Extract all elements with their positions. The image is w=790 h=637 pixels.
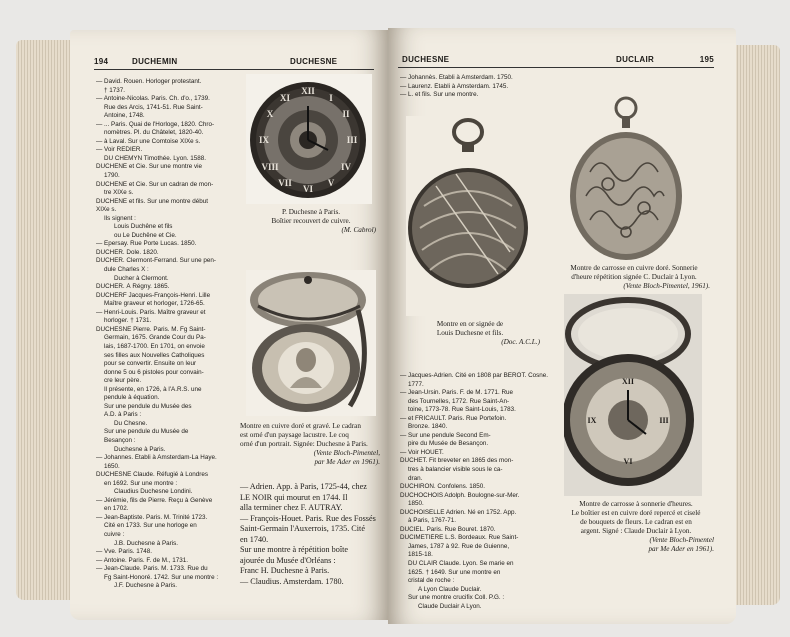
caption-line: (Doc. A.C.L.): [501, 338, 540, 346]
open-watch-portrait-photo: [246, 270, 376, 416]
text-line: DU CHEMYN Timothée. Lyon. 1588.: [104, 154, 206, 162]
text-line: Louis Duchêne et fils: [114, 223, 173, 231]
text-line: cuivre :: [104, 530, 125, 538]
text-line: — Voir REDIER.: [96, 146, 143, 154]
clock-dial-photo: [246, 74, 372, 204]
svg-text:VII: VII: [278, 178, 292, 188]
text-line: Sur une pendule du Musée de: [104, 428, 189, 436]
text-line: lais, 1687-1700. En 1701, on envoie: [104, 342, 205, 350]
text-line: — Jean-Claude. Paris. M. 1733. Rue du: [96, 565, 208, 573]
caption-line: (M. Cabrol): [341, 226, 376, 234]
text-line: DU CLAIR Claude. Lyon. Se marie en: [408, 560, 514, 568]
text-line: — ... Paris. Quai de l'Horloge, 1820. Chro-: [96, 120, 215, 128]
right-top-entries: [400, 74, 548, 100]
text-line: DUCHESNE Claude. Réfugié à Londres: [96, 471, 209, 479]
text-line: Maître graveur et horloger, 1726-65.: [104, 300, 205, 308]
text-line: 1815-18.: [408, 551, 433, 559]
text-line: des Tournelles, 1772. Rue Saint-An-: [408, 397, 510, 405]
text-line: 1790.: [104, 172, 120, 180]
text-line: horloger. † 1731.: [104, 317, 152, 325]
text-line: ou Le Duchêne et Cie.: [114, 231, 177, 239]
text-line: 1777.: [408, 380, 424, 388]
caption-line: P. Duchesne à Paris.: [281, 208, 341, 216]
svg-text:III: III: [346, 135, 358, 145]
text-line: pendule à équation.: [104, 394, 160, 402]
caption-line: Boîtier recouvert de cuivre.: [271, 217, 351, 225]
text-line: en 1692. Sur une montre :: [104, 479, 178, 487]
text-line: pour se convertir. Ensuite on leur: [104, 360, 197, 368]
text-line: ses filles aux Nouvelles Catholiques: [104, 351, 205, 359]
text-line: donne 5 ou 6 pistoles pour convain-: [104, 368, 204, 376]
left-running-head: [94, 56, 374, 70]
text-line: — Jean-Baptiste. Paris. M. Trinité 1723.: [96, 513, 208, 521]
header-left: DUCHESNE: [402, 55, 450, 64]
caption-open-watch: [240, 422, 380, 467]
text-line: DUCHENE et Cie. Sur un cadran de mon-: [96, 180, 214, 188]
svg-text:VI: VI: [623, 457, 633, 466]
caption-line: par Me Ader en 1961).: [648, 545, 714, 553]
text-line: — Jean-Ursin. Paris. F. de M. 1771. Rue: [400, 389, 514, 397]
text-line: Cité en 1733. Sur une horloge en: [104, 522, 197, 530]
header-center: DUCHESNE: [290, 57, 338, 66]
caption-line: Le boîtier est en cuivre doré repercé et ciselé: [571, 509, 701, 517]
text-line: DUCHOCHOIS Adolph. Boulogne-sur-Mer.: [400, 491, 520, 499]
text-line: — Henri-Louis. Paris. Maître graveur et: [96, 308, 206, 316]
text-line: alla terminer chez F. AUTRAY.: [240, 503, 343, 512]
svg-text:XII: XII: [301, 86, 315, 96]
text-line: Sur une pendule du Musée des: [104, 402, 192, 410]
text-line: Sur une montre crucifix Coll. P.G. :: [408, 594, 505, 602]
caption-open-dial-watch: [558, 500, 714, 554]
text-line: — Adrien. App. à Paris, 1725-44, chez: [240, 482, 367, 491]
caption-line: argent. Signé : Claude Duclair à Lyon.: [580, 527, 692, 535]
text-line: Bronze. 1840.: [408, 423, 448, 431]
text-line: DUCHENE et Cie. Sur une montre vie: [96, 163, 203, 171]
text-line: nomètres. Pl. du Châtelet, 1820-40.: [104, 129, 204, 137]
text-line: Du Chesne.: [114, 419, 148, 427]
text-line: DUCIEL. Paris. Rue Bouret. 1870.: [400, 525, 496, 533]
text-line: cre leur père.: [104, 377, 142, 385]
svg-text:IV: IV: [340, 162, 352, 172]
text-line: — et FRICAULT. Paris. Rue Portefoin.: [400, 414, 507, 422]
svg-text:IX: IX: [587, 416, 597, 425]
caption-engraved-watch: [400, 320, 540, 347]
text-line: 1650.: [104, 462, 120, 470]
text-line: — à Laval. Sur une Comtoise XIXe s.: [96, 137, 201, 145]
text-line: Besançon :: [104, 436, 136, 444]
caption-line: Montre en cuivre doré et gravé. Le cadran: [240, 422, 361, 430]
svg-text:IX: IX: [258, 135, 270, 145]
text-line: † 1737.: [104, 86, 126, 94]
text-line: A Lyon Claude Duclair.: [418, 585, 482, 593]
text-line: DUCHER. Dole. 1820.: [96, 248, 159, 256]
carriage-watch-floral-photo: [568, 92, 698, 268]
text-line: Fg Saint-Honoré. 1742. Sur une montre :: [104, 573, 219, 581]
text-line: pire du Musée de Besançon.: [408, 440, 489, 448]
page-number: 194: [94, 57, 109, 66]
text-line: — Jacques-Adrien. Cité en 1808 par BEROT. Cosne.: [400, 372, 548, 379]
svg-text:V: V: [327, 178, 335, 188]
svg-text:XI: XI: [279, 93, 291, 103]
text-line: DUCHER. Clermont-Ferrand. Sur une pen-: [96, 257, 217, 265]
caption-line: (Vente Bloch-Pimentel, 1961).: [623, 282, 710, 290]
text-line: Franc H. Duchesne à Paris.: [240, 566, 330, 575]
svg-text:VI: VI: [302, 184, 314, 194]
text-line: tres à balancier visible sous le ca-: [408, 466, 503, 474]
caption-line: Montre en or signée de: [436, 320, 504, 328]
text-line: — François-Houet. Paris. Rue des Fossés: [240, 513, 376, 523]
text-line: 1850.: [408, 500, 424, 508]
text-line: — Vve. Paris. 1748.: [96, 548, 152, 556]
header-left: DUCHEMIN: [132, 57, 178, 66]
caption-clock-dial: [246, 208, 376, 235]
carriage-watch-open-dial-photo: [564, 294, 702, 496]
text-line: James, 1787 à 92. Rue de Guienne,: [408, 542, 510, 550]
text-line: — L. et fils. Sur une montre.: [400, 91, 479, 99]
text-line: DUCHER. À Régny. 1865.: [96, 283, 170, 291]
caption-line: orné d'un portrait. Signée: Duchesne à Paris.: [240, 440, 368, 448]
text-line: en 1702.: [104, 505, 129, 513]
text-line: — Sur une pendule Second Em-: [400, 431, 491, 439]
text-line: Sur une montre à répétition boîte: [240, 545, 349, 554]
svg-text:VIII: VIII: [261, 162, 279, 172]
text-line: DUCHERF Jacques-François-Henri. Lille: [96, 291, 211, 299]
header-right: DUCLAIR: [616, 55, 655, 64]
text-line: Saint-Germain l'Auxerrois, 1735. Cité: [240, 524, 365, 533]
svg-text:XII: XII: [621, 377, 635, 386]
caption-line: Montre de carrosse en cuivre doré. Sonnerie: [570, 264, 698, 272]
text-line: Il présente, en 1726, à l'A.R.S. une: [104, 385, 202, 393]
right-running-head: [398, 54, 714, 68]
svg-text:II: II: [342, 109, 350, 119]
text-line: à Paris, 1767-71.: [408, 517, 456, 525]
text-line: Claudius Duchesne Londini.: [114, 488, 193, 496]
left-page-edges: [16, 40, 76, 600]
caption-line: Louis Duchesne et fils.: [436, 329, 504, 337]
left-page: [70, 30, 388, 620]
text-line: tre XIXe s.: [104, 189, 134, 197]
right-page: [388, 28, 736, 624]
text-line: DUCIMETIÈRE L.S. Bordeaux. Rue Saint-: [400, 534, 519, 542]
text-line: dran.: [408, 474, 423, 482]
text-line: — Jérémie, fils de Pierre. Reçu à Genève: [96, 496, 213, 504]
text-line: ajourée du Musée d'Orléans :: [240, 555, 336, 565]
text-line: — Epersay. Rue Porte Lucas. 1850.: [96, 240, 197, 248]
text-line: J.F. Duchesne à Paris.: [114, 582, 177, 590]
caption-line: (Vente Bloch-Pimentel: [649, 536, 714, 544]
svg-text:I: I: [329, 93, 333, 103]
text-line: DUCHIRON. Confolens. 1850.: [400, 483, 486, 491]
text-line: DUCHOISELLE Adrien. Né en 1752. App.: [400, 508, 517, 516]
text-line: Duchesne à Paris.: [114, 445, 166, 453]
text-line: cristal de roche :: [408, 577, 455, 585]
text-line: — Laurenz. Établi à Amsterdam. 1745.: [400, 82, 509, 90]
text-line: — Johannès. Établi à Amsterdam. 1750.: [400, 74, 513, 81]
text-line: J.B. Duchesne à Paris.: [114, 539, 179, 547]
right-text-column: [400, 372, 548, 611]
text-line: — Voir HOUET.: [400, 448, 444, 456]
text-line: LE NOIR qui mourut en 1744. Il: [240, 492, 348, 502]
left-tail-entries: [240, 482, 380, 587]
caption-line: d'heure répétition signée C. Duclair à Lyon.: [571, 273, 697, 281]
caption-line: par Me Ader en 1961).: [314, 458, 380, 466]
caption-line: Montre de carrosse à sonnerie d'heures.: [579, 500, 693, 508]
text-line: A.D. à Paris :: [104, 411, 142, 419]
text-line: — Johannes. Établi à Amsterdam-La Haye.: [96, 454, 217, 462]
left-text-column: [96, 78, 241, 591]
page-number: 195: [699, 55, 714, 64]
text-line: Claude Duclair A Lyon.: [418, 602, 482, 610]
svg-text:III: III: [659, 416, 669, 425]
text-line: — Claudius. Amsterdam. 1780.: [240, 576, 344, 586]
caption-line: est orné d'un paysage lacustre. Le coq: [240, 431, 349, 439]
text-line: DUCHET. Fit breveter en 1865 des mon-: [400, 457, 514, 465]
text-line: dule Charles X :: [104, 266, 149, 274]
text-line: DUCHESNE Pierre. Paris. M. Fg Saint-: [96, 325, 206, 333]
text-line: — David. Rouen. Horloger protestant.: [96, 78, 202, 85]
caption-floral-watch: [558, 264, 710, 291]
text-line: Rue des Arcis, 1741-51. Rue Saint-: [104, 103, 203, 111]
text-line: XIXe s.: [96, 206, 117, 214]
text-line: — Antoine-Nicolas. Paris. Ch. d'o., 1739.: [96, 95, 210, 103]
svg-text:X: X: [266, 109, 274, 119]
engraved-gold-watch-photo: [406, 116, 532, 316]
text-line: en 1740.: [240, 534, 269, 544]
caption-line: (Vente Bloch-Pimentel,: [313, 449, 380, 457]
text-line: Ducher à Clermont.: [114, 274, 169, 282]
text-line: Germain, 1675. Grande Cour du Pa-: [104, 334, 206, 342]
text-line: Ils signent :: [104, 214, 136, 222]
text-line: 1625. † 1649. Sur une montre en: [408, 568, 501, 576]
text-line: Antoine, 1748.: [104, 112, 145, 120]
text-line: toine, 1773-78. Rue Saint-Louis, 1783.: [408, 406, 516, 414]
text-line: DUCHENE et fils. Sur une montre début: [96, 197, 208, 205]
caption-line: de bouquets de fleurs. Le cadran est en: [580, 518, 692, 526]
text-line: — Antoine. Paris. F. de M., 1731.: [96, 556, 189, 564]
